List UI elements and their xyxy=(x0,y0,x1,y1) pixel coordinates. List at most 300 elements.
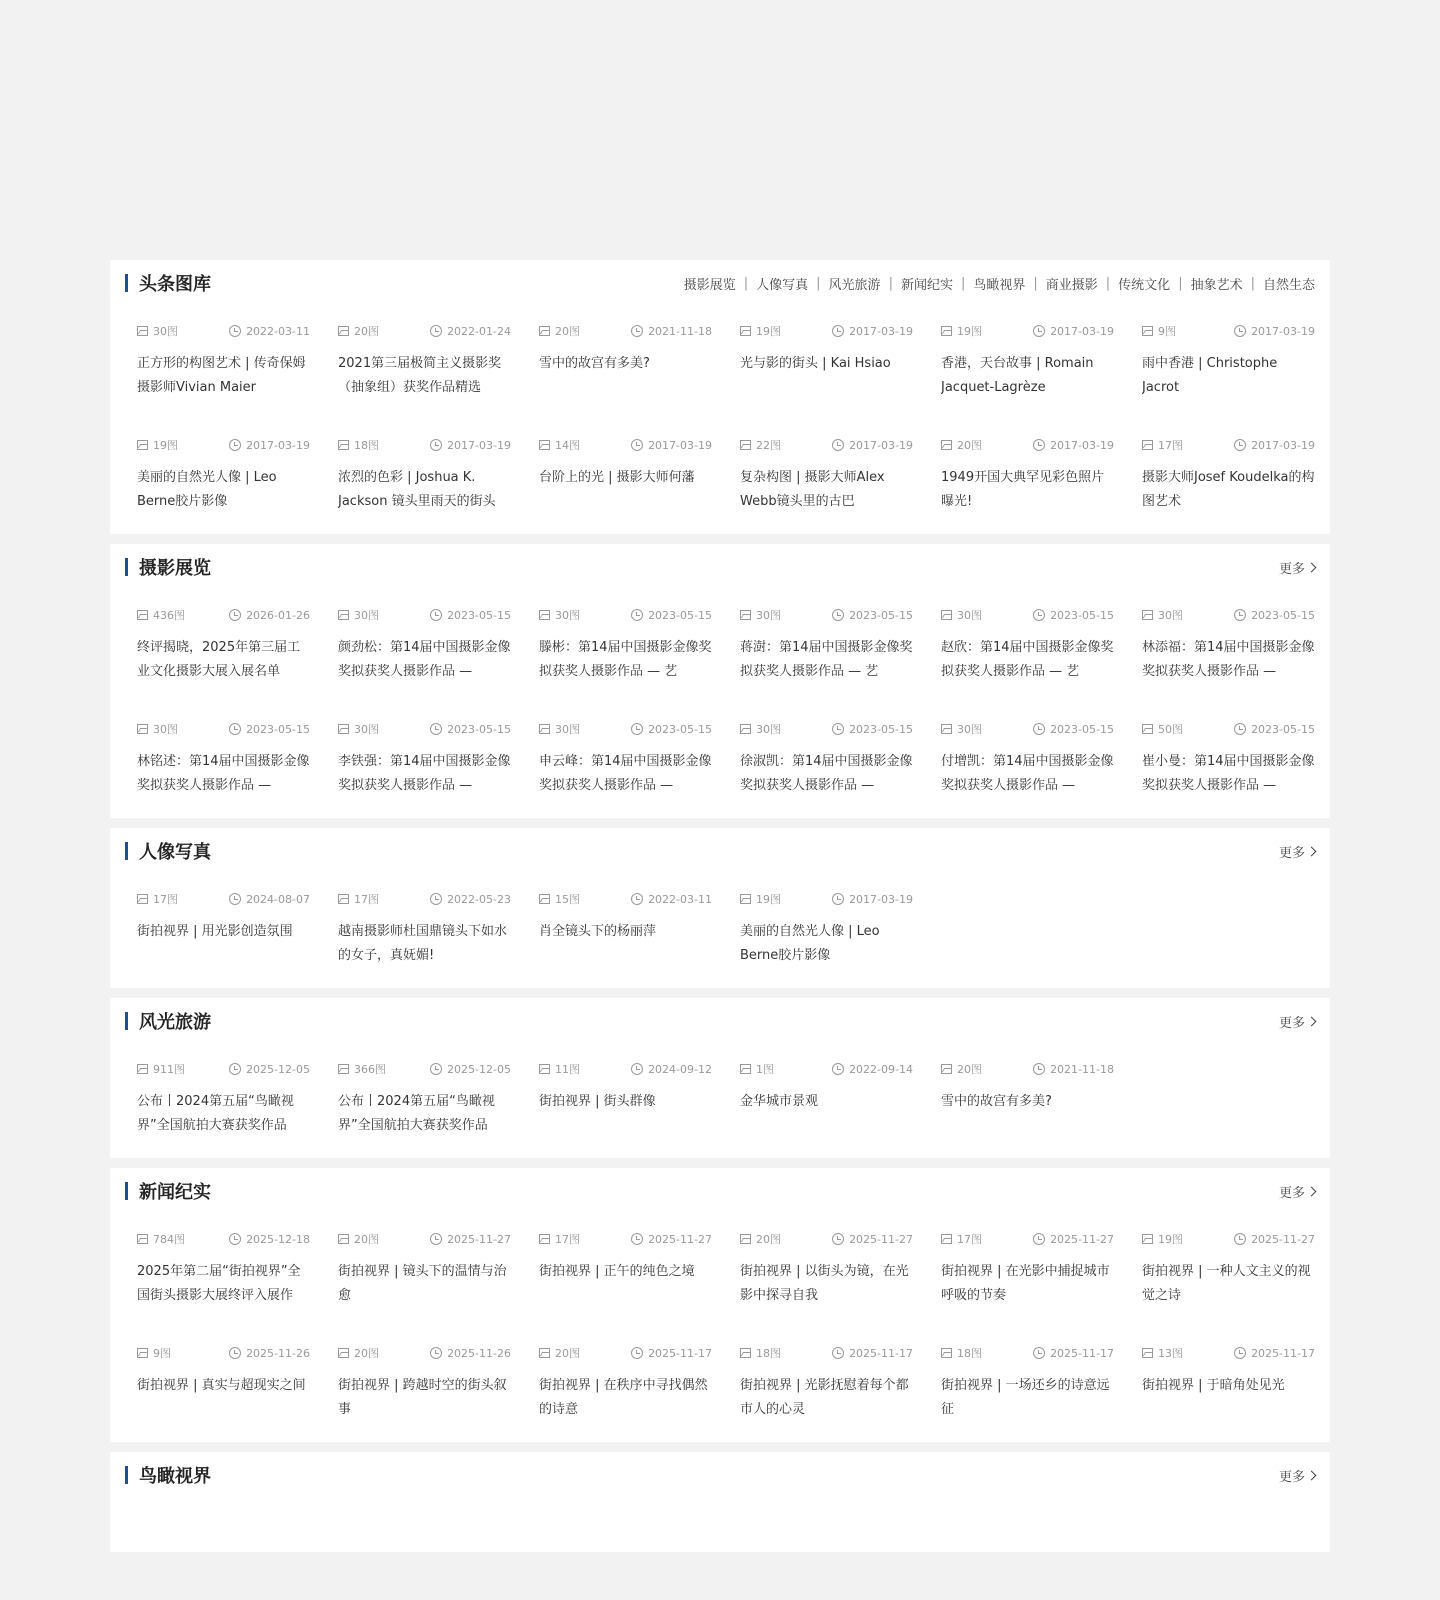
publish-date xyxy=(1234,325,1315,338)
gallery-item[interactable] xyxy=(338,420,511,534)
chevron-right-icon xyxy=(1307,1016,1317,1026)
item-title-link[interactable]: 街拍视界 | 于暗角处见光 xyxy=(1142,1378,1285,1393)
section-title-text: 新闻纪实 xyxy=(139,1182,211,1203)
photo-count xyxy=(338,1345,379,1361)
gallery-item[interactable] xyxy=(539,420,712,534)
photo-count xyxy=(1142,1231,1183,1247)
publish-date-text: 2025-11-26 xyxy=(246,1346,310,1360)
item-title-link[interactable]: 街拍视界 | 在秩序中寻找偶然的诗意 xyxy=(539,1378,708,1417)
gallery-item[interactable] xyxy=(338,1328,511,1442)
item-title-link[interactable]: 街拍视界 | 一场还乡的诗意远征 xyxy=(941,1378,1110,1417)
gallery-item[interactable] xyxy=(740,1044,913,1158)
category-tab[interactable]: 自然生态 xyxy=(1262,277,1315,293)
clock-icon xyxy=(430,439,442,451)
image-icon xyxy=(1142,610,1153,620)
item-title-link[interactable]: 2021第三届极简主义摄影奖（抽象组）获奖作品精选 xyxy=(338,356,502,395)
item-meta xyxy=(941,1062,1114,1076)
gallery-item[interactable] xyxy=(539,1044,712,1158)
item-title-link[interactable]: 街拍视界 | 以街头为镜，在光影中探寻自我 xyxy=(740,1264,909,1303)
photo-count-text: 17图 xyxy=(153,893,178,906)
gallery-item[interactable] xyxy=(539,1214,712,1328)
item-title-link[interactable]: 街拍视界 | 光影抚慰着每个都市人的心灵 xyxy=(740,1378,909,1417)
photo-count xyxy=(941,1345,982,1361)
image-icon xyxy=(137,894,148,904)
item-meta xyxy=(539,722,712,736)
publish-date-text: 2017-03-19 xyxy=(648,438,712,452)
gallery-item[interactable] xyxy=(941,420,1114,534)
photo-count-text: 9图 xyxy=(153,1347,171,1360)
photo-count-text: 19图 xyxy=(153,439,178,452)
item-title-link[interactable]: 滕彬：第14届中国摄影金像奖拟获奖人摄影作品 — 艺 xyxy=(539,640,712,679)
publish-date-text: 2023-05-15 xyxy=(648,608,712,622)
gallery-item[interactable] xyxy=(1142,590,1315,704)
photo-count-text: 19图 xyxy=(957,325,982,338)
item-title-link[interactable]: 赵欣：第14届中国摄影金像奖拟获奖人摄影作品 — 艺 xyxy=(941,640,1114,679)
section-title-text: 风光旅游 xyxy=(139,1012,211,1033)
photo-count xyxy=(1142,323,1176,339)
publish-date xyxy=(631,609,712,622)
category-tab[interactable]: 新闻纪实 xyxy=(900,277,953,293)
item-title-link[interactable]: 申云峰：第14届中国摄影金像奖拟获奖人摄影作品 — xyxy=(539,754,712,793)
image-icon xyxy=(740,440,751,450)
item-title-link[interactable]: 雨中香港 | Christophe Jacrot xyxy=(1142,356,1278,395)
gallery-item[interactable] xyxy=(539,306,712,420)
item-meta xyxy=(137,608,310,622)
image-icon xyxy=(941,440,952,450)
item-meta xyxy=(740,1062,913,1076)
item-meta xyxy=(539,438,712,452)
section-panel xyxy=(110,544,1330,818)
publish-date-text: 2022-03-11 xyxy=(246,324,310,338)
photo-count xyxy=(941,437,982,453)
item-meta xyxy=(941,1346,1114,1360)
clock-icon xyxy=(430,893,442,905)
tab-separator: | xyxy=(743,275,749,291)
clock-icon xyxy=(1234,325,1246,337)
photo-count-text: 11图 xyxy=(555,1063,580,1076)
photo-count-text: 20图 xyxy=(555,325,580,338)
gallery-item[interactable] xyxy=(338,874,511,988)
photo-count-text: 14图 xyxy=(555,439,580,452)
item-title-link[interactable]: 台阶上的光 | 摄影大师何藩 xyxy=(539,470,695,485)
publish-date xyxy=(832,1347,913,1360)
clock-icon xyxy=(832,439,844,451)
item-title-link[interactable]: 肖全镜头下的杨丽萍 xyxy=(539,924,657,939)
photo-count xyxy=(539,1345,580,1361)
gallery-item[interactable] xyxy=(740,590,913,704)
photo-count xyxy=(539,607,580,623)
gallery-item[interactable] xyxy=(539,1328,712,1442)
publish-date-text: 2023-05-15 xyxy=(1251,608,1315,622)
photo-count xyxy=(338,1061,386,1077)
title-accent-bar xyxy=(125,1012,128,1030)
photo-count xyxy=(338,891,379,907)
image-icon xyxy=(941,610,952,620)
item-title-link[interactable]: 蒋澍：第14届中国摄影金像奖拟获奖人摄影作品 — 艺 xyxy=(740,640,913,679)
photo-count-text: 17图 xyxy=(354,893,379,906)
gallery-item[interactable] xyxy=(338,306,511,420)
section-title-text: 鸟瞰视界 xyxy=(139,1466,211,1487)
item-meta xyxy=(137,1232,310,1246)
publish-date xyxy=(430,1347,511,1360)
item-meta xyxy=(740,438,913,452)
section-title xyxy=(125,270,211,296)
publish-date-text: 2017-03-19 xyxy=(1251,324,1315,338)
publish-date-text: 2022-05-23 xyxy=(447,892,511,906)
publish-date xyxy=(1033,1233,1114,1246)
gallery-item[interactable] xyxy=(539,590,712,704)
item-title-link[interactable]: 浓烈的色彩 | Joshua K. Jackson 镜头里雨天的街头 xyxy=(338,470,496,509)
publish-date-text: 2022-03-11 xyxy=(648,892,712,906)
section-title-text: 摄影展览 xyxy=(139,558,211,579)
item-title-link[interactable]: 美丽的自然光人像 | Leo Berne胶片影像 xyxy=(740,924,880,963)
gallery-item[interactable] xyxy=(941,1214,1114,1328)
item-title-link[interactable]: 崔小曼：第14届中国摄影金像奖拟获奖人摄影作品 — xyxy=(1142,754,1315,793)
image-icon xyxy=(539,1348,550,1358)
gallery-item[interactable] xyxy=(740,420,913,534)
publish-date xyxy=(832,609,913,622)
photo-count xyxy=(941,721,982,737)
image-icon xyxy=(941,724,952,734)
photo-count-text: 30图 xyxy=(555,609,580,622)
item-title-link[interactable]: 雪中的故宫有多美? xyxy=(941,1094,1052,1109)
publish-date-text: 2017-03-19 xyxy=(1050,438,1114,452)
item-title-link[interactable]: 光与影的街头 | Kai Hsiao xyxy=(740,356,891,371)
photo-count-text: 30图 xyxy=(153,723,178,736)
category-tab[interactable]: 鸟瞰视界 xyxy=(973,277,1026,293)
gallery-item[interactable] xyxy=(338,1044,511,1158)
section-title xyxy=(125,554,211,580)
gallery-item[interactable] xyxy=(740,1328,913,1442)
section-panel xyxy=(110,1168,1330,1442)
clock-icon xyxy=(1033,439,1045,451)
publish-date xyxy=(430,609,511,622)
gallery-item[interactable] xyxy=(137,704,310,818)
publish-date-text: 2021-11-18 xyxy=(1050,1062,1114,1076)
item-title-link[interactable]: 摄影大师Josef Koudelka的构图艺术 xyxy=(1142,470,1315,509)
publish-date xyxy=(1234,723,1315,736)
publish-date-text: 2022-09-14 xyxy=(849,1062,913,1076)
gallery-item[interactable] xyxy=(338,1214,511,1328)
photo-count xyxy=(137,437,178,453)
photo-count xyxy=(338,721,379,737)
item-title-link[interactable]: 美丽的自然光人像 | Leo Berne胶片影像 xyxy=(137,470,277,509)
publish-date-text: 2023-05-15 xyxy=(246,722,310,736)
clock-icon xyxy=(430,325,442,337)
section-header xyxy=(125,1168,1315,1214)
more-link[interactable] xyxy=(1279,558,1315,577)
image-icon xyxy=(740,326,751,336)
gallery-item[interactable] xyxy=(338,704,511,818)
item-title-link[interactable]: 颜劲松：第14届中国摄影金像奖拟获奖人摄影作品 — xyxy=(338,640,511,679)
image-icon xyxy=(338,440,349,450)
gallery-item[interactable] xyxy=(941,704,1114,818)
image-icon xyxy=(539,724,550,734)
clock-icon xyxy=(631,1233,643,1245)
gallery-item[interactable] xyxy=(941,1328,1114,1442)
publish-date-text: 2021-11-18 xyxy=(648,324,712,338)
photo-count xyxy=(1142,721,1183,737)
photo-count-text: 20图 xyxy=(756,1233,781,1246)
chevron-right-icon xyxy=(1307,1470,1317,1480)
item-title-link[interactable]: 2025年第二届“街拍视界”全国街头摄影大展终评入展作 xyxy=(137,1264,301,1303)
gallery-grid xyxy=(125,1498,1315,1552)
more-link[interactable] xyxy=(1279,1466,1315,1485)
photo-count xyxy=(740,891,781,907)
gallery-item[interactable] xyxy=(740,306,913,420)
item-title-link[interactable]: 街拍视界 | 街头群像 xyxy=(539,1094,656,1109)
more-link[interactable] xyxy=(1279,842,1315,861)
tab-separator: | xyxy=(1033,275,1038,291)
photo-count xyxy=(137,721,178,737)
gallery-item[interactable] xyxy=(740,704,913,818)
photo-count-text: 30图 xyxy=(354,723,379,736)
image-icon xyxy=(740,1348,751,1358)
item-title-link[interactable]: 街拍视界 | 一种人文主义的视觉之诗 xyxy=(1142,1264,1311,1303)
image-icon xyxy=(539,894,550,904)
item-title-link[interactable]: 终评揭晓，2025年第三届工业文化摄影大展入展名单 xyxy=(137,640,301,679)
gallery-item[interactable] xyxy=(1142,704,1315,818)
publish-date xyxy=(1234,1233,1315,1246)
item-title-link[interactable]: 街拍视界 | 用光影创造氛围 xyxy=(137,924,293,939)
clock-icon xyxy=(430,723,442,735)
item-title-link[interactable]: 香港，天台故事 | Romain Jacquet-Lagrèze xyxy=(941,356,1094,395)
publish-date xyxy=(631,893,712,906)
tab-separator: | xyxy=(1250,275,1255,291)
image-icon xyxy=(740,1234,751,1244)
photo-count-text: 18图 xyxy=(756,1347,781,1360)
clock-icon xyxy=(1033,1233,1045,1245)
image-icon xyxy=(137,326,148,336)
gallery-item[interactable] xyxy=(1142,306,1315,420)
photo-count-text: 18图 xyxy=(957,1347,982,1360)
item-title-link[interactable]: 街拍视界 | 镜头下的温情与治愈 xyxy=(338,1264,507,1303)
publish-date-text: 2023-05-15 xyxy=(447,608,511,622)
gallery-item[interactable] xyxy=(1142,420,1315,534)
image-icon xyxy=(137,1064,148,1074)
item-title-link[interactable]: 林添福：第14届中国摄影金像奖拟获奖人摄影作品 — xyxy=(1142,640,1315,679)
item-title-link[interactable]: 李铁强：第14届中国摄影金像奖拟获奖人摄影作品 — xyxy=(338,754,511,793)
clock-icon xyxy=(832,893,844,905)
category-tab[interactable]: 传统文化 xyxy=(1118,277,1171,293)
item-meta xyxy=(740,1346,913,1360)
item-meta xyxy=(137,438,310,452)
gallery-item[interactable] xyxy=(137,590,310,704)
gallery-item[interactable] xyxy=(137,874,310,988)
photo-count-text: 19图 xyxy=(756,325,781,338)
clock-icon xyxy=(229,1233,241,1245)
publish-date xyxy=(1033,609,1114,622)
more-link[interactable] xyxy=(1279,1012,1315,1031)
publish-date xyxy=(1033,325,1114,338)
clock-icon xyxy=(1033,1347,1045,1359)
gallery-item[interactable] xyxy=(137,1214,310,1328)
more-label: 更多 xyxy=(1278,1469,1305,1485)
image-icon xyxy=(539,1234,550,1244)
gallery-item[interactable] xyxy=(941,1044,1114,1158)
gallery-grid xyxy=(125,1044,1315,1158)
publish-date xyxy=(631,325,712,338)
category-tab[interactable]: 风光旅游 xyxy=(828,277,881,293)
photo-count-text: 30图 xyxy=(957,609,982,622)
publish-date-text: 2017-03-19 xyxy=(849,892,913,906)
publish-date-text: 2025-11-26 xyxy=(447,1346,511,1360)
item-meta xyxy=(740,608,913,622)
photo-count xyxy=(539,437,580,453)
gallery-item[interactable] xyxy=(137,1044,310,1158)
category-tab[interactable]: 人像写真 xyxy=(756,277,809,293)
gallery-item[interactable] xyxy=(1142,1214,1315,1328)
section-title-text: 人像写真 xyxy=(139,842,211,863)
gallery-item[interactable] xyxy=(338,590,511,704)
item-title-link[interactable]: 街拍视界 | 正午的纯色之境 xyxy=(539,1264,695,1279)
item-meta xyxy=(338,892,511,906)
gallery-item[interactable] xyxy=(539,704,712,818)
section-header xyxy=(125,1452,1315,1498)
item-meta xyxy=(137,324,310,338)
item-title-link[interactable]: 徐淑凯：第14届中国摄影金像奖拟获奖人摄影作品 — xyxy=(740,754,913,793)
photo-count xyxy=(941,1231,982,1247)
clock-icon xyxy=(1234,723,1246,735)
publish-date xyxy=(229,893,310,906)
section-header xyxy=(125,998,1315,1044)
item-title-link[interactable]: 街拍视界 | 在光影中捕捉城市呼吸的节奏 xyxy=(941,1264,1110,1303)
publish-date-text: 2023-05-15 xyxy=(447,722,511,736)
publish-date xyxy=(832,325,913,338)
publish-date xyxy=(229,1233,310,1246)
publish-date-text: 2025-11-27 xyxy=(849,1232,913,1246)
image-icon xyxy=(137,610,148,620)
photo-count-text: 20图 xyxy=(957,1063,982,1076)
item-meta xyxy=(941,722,1114,736)
photo-count-text: 30图 xyxy=(153,325,178,338)
item-meta xyxy=(539,1232,712,1246)
item-title-link[interactable]: 越南摄影师杜国鼎镜头下如水的女子，真妩媚! xyxy=(338,924,508,963)
item-title-link[interactable]: 正方形的构图艺术 | 传奇保姆摄影师Vivian Maier xyxy=(137,356,306,395)
clock-icon xyxy=(430,1063,442,1075)
item-meta xyxy=(137,892,310,906)
publish-date xyxy=(631,1233,712,1246)
item-title-link[interactable]: 金华城市景观 xyxy=(740,1094,819,1109)
publish-date xyxy=(430,1233,511,1246)
image-icon xyxy=(338,326,349,336)
publish-date-text: 2025-11-27 xyxy=(648,1232,712,1246)
clock-icon xyxy=(832,1347,844,1359)
publish-date xyxy=(430,325,511,338)
photo-count xyxy=(539,323,580,339)
publish-date xyxy=(832,723,913,736)
item-title-link[interactable]: 复杂构图 | 摄影大师Alex Webb镜头里的古巴 xyxy=(740,470,885,509)
category-tab[interactable]: 商业摄影 xyxy=(1045,277,1098,293)
image-icon xyxy=(740,894,751,904)
gallery-item[interactable] xyxy=(941,306,1114,420)
photo-count xyxy=(137,1231,185,1247)
image-icon xyxy=(338,610,349,620)
gallery-item[interactable] xyxy=(740,1214,913,1328)
gallery-item[interactable] xyxy=(539,874,712,988)
item-meta xyxy=(740,722,913,736)
category-tab[interactable]: 抽象艺术 xyxy=(1190,277,1243,293)
clock-icon xyxy=(1033,723,1045,735)
publish-date xyxy=(430,893,511,906)
publish-date xyxy=(1033,439,1114,452)
publish-date-text: 2017-03-19 xyxy=(246,438,310,452)
item-meta xyxy=(338,608,511,622)
item-title-link[interactable]: 街拍视界 | 跨越时空的街头叙事 xyxy=(338,1378,507,1417)
photo-count-text: 366图 xyxy=(354,1063,386,1076)
item-meta xyxy=(1142,1346,1315,1360)
item-title-link[interactable]: 雪中的故宫有多美? xyxy=(539,356,650,371)
publish-date-text: 2023-05-15 xyxy=(849,608,913,622)
tab-separator: | xyxy=(960,275,966,291)
image-icon xyxy=(1142,326,1153,336)
photo-count xyxy=(338,437,379,453)
photo-count-text: 15图 xyxy=(555,893,580,906)
photo-count-text: 9图 xyxy=(1158,325,1176,338)
publish-date xyxy=(1033,723,1114,736)
item-title-link[interactable]: 1949开国大典罕见彩色照片曝光! xyxy=(941,470,1105,509)
image-icon xyxy=(539,326,550,336)
image-icon xyxy=(941,326,952,336)
gallery-item[interactable] xyxy=(137,1328,310,1442)
clock-icon xyxy=(832,1063,844,1075)
photo-count-text: 20图 xyxy=(957,439,982,452)
section-title xyxy=(125,838,211,864)
section-panel xyxy=(110,828,1330,988)
item-meta xyxy=(539,324,712,338)
gallery-item[interactable] xyxy=(941,590,1114,704)
photo-count xyxy=(740,721,781,737)
title-accent-bar xyxy=(125,274,128,292)
publish-date xyxy=(832,893,913,906)
gallery-grid xyxy=(125,306,1315,534)
more-link[interactable] xyxy=(1279,1182,1315,1201)
gallery-item[interactable] xyxy=(137,420,310,534)
item-meta xyxy=(941,1232,1114,1246)
title-accent-bar xyxy=(125,558,128,576)
photo-count xyxy=(539,1231,580,1247)
clock-icon xyxy=(229,723,241,735)
clock-icon xyxy=(832,325,844,337)
item-title-link[interactable]: 付增凯：第14届中国摄影金像奖拟获奖人摄影作品 — xyxy=(941,754,1114,793)
publish-date xyxy=(832,1063,913,1076)
item-title-link[interactable]: 林铭述：第14届中国摄影金像奖拟获奖人摄影作品 — xyxy=(137,754,310,793)
item-title-link[interactable]: 公布丨2024第五届“鸟瞰视界”全国航拍大赛获奖作品 xyxy=(338,1094,495,1133)
clock-icon xyxy=(229,325,241,337)
photo-count xyxy=(137,1061,185,1077)
photo-count xyxy=(1142,437,1183,453)
gallery-item[interactable] xyxy=(1142,1328,1315,1442)
category-tab[interactable]: 摄影展览 xyxy=(683,277,736,293)
item-meta xyxy=(137,1062,310,1076)
photo-count-text: 30图 xyxy=(555,723,580,736)
item-title-link[interactable]: 公布丨2024第五届“鸟瞰视界”全国航拍大赛获奖作品 xyxy=(137,1094,294,1133)
item-meta xyxy=(338,1062,511,1076)
image-icon xyxy=(539,1064,550,1074)
clock-icon xyxy=(229,1347,241,1359)
photo-count-text: 18图 xyxy=(354,439,379,452)
item-title-link[interactable]: 街拍视界 | 真实与超现实之间 xyxy=(137,1378,306,1393)
section-header xyxy=(125,544,1315,590)
gallery-item[interactable] xyxy=(740,874,913,988)
gallery-item[interactable] xyxy=(137,306,310,420)
photo-count-text: 784图 xyxy=(153,1233,185,1246)
clock-icon xyxy=(631,1063,643,1075)
photo-count xyxy=(539,721,580,737)
item-meta xyxy=(338,438,511,452)
photo-count xyxy=(740,1345,781,1361)
image-icon xyxy=(740,724,751,734)
